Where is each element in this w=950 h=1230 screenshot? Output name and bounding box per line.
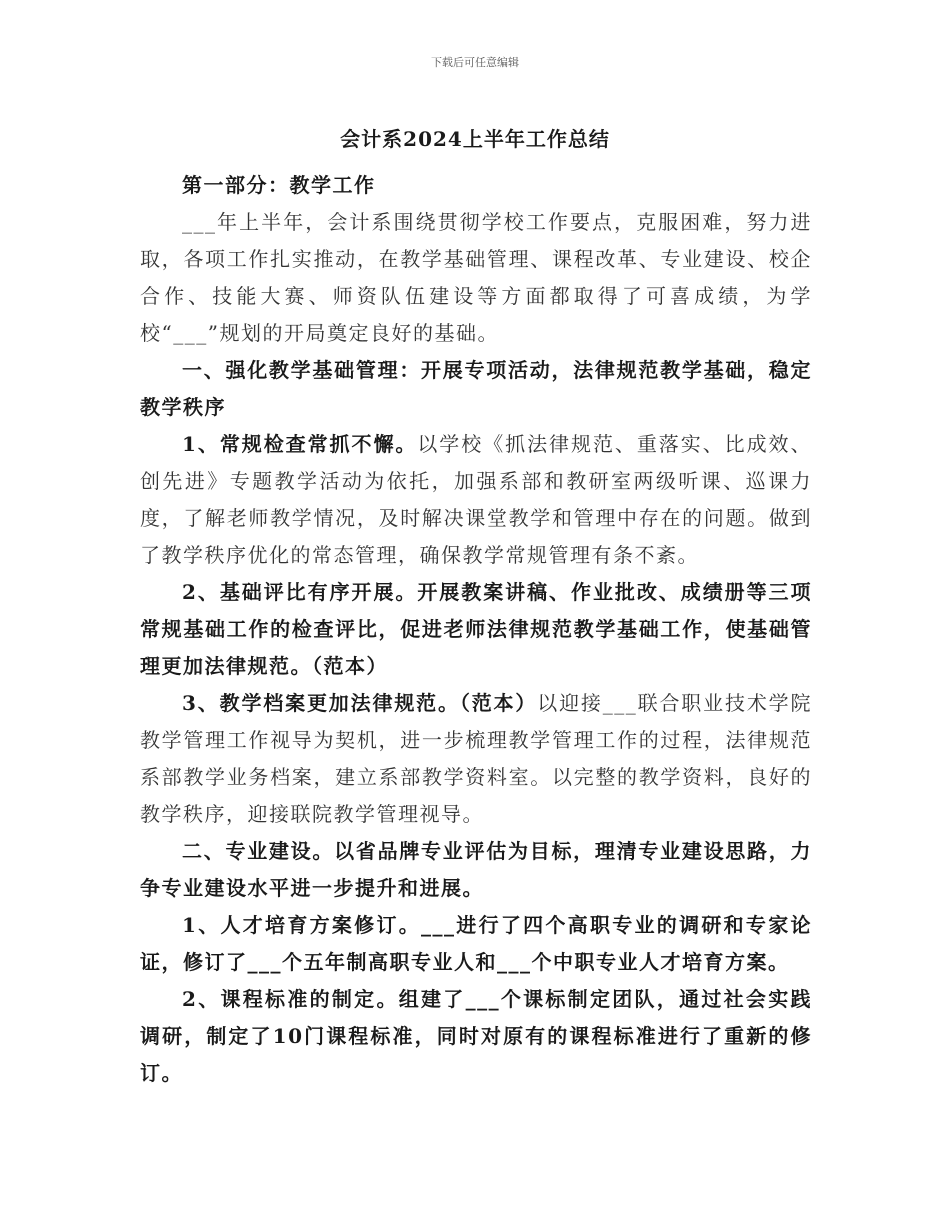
paragraph-text: 2、基础评比有序开展。开展教案讲稿、作业批改、成绩册等三项常规基础工作的检查评比，促进老师法律规范教学基础工作，使基础管理更加法律规范。（范本）	[140, 580, 812, 678]
item-curriculum-standards	[140, 981, 812, 1092]
item-teaching-archives	[140, 685, 812, 833]
paragraph-text: 以学校《抓法律规范、重落实、比成效、创先进》专题教学活动为依托，加强系部和教研室两级听课、巡课力度，了解老师教学情况，及时解决课堂教学和管理中存在的问题。做到了教学秩序优化的常态管理，确保教学常规管理有条不紊。	[140, 432, 812, 567]
paragraph-text: 1、人才培育方案修订。___进行了四个高职专业的调研和专家论证，修订了___个五年制高职专业人和___个中职专业人才培育方案。	[140, 913, 812, 974]
item-basic-evaluation	[140, 574, 812, 685]
paragraph-lead: 1、常规检查常抓不懈。	[182, 432, 418, 456]
paragraph-text: 二、专业建设。以省品牌专业评估为目标，理清专业建设思路，力争专业建设水平进一步提升和进展。	[140, 839, 812, 900]
document-title: 会计系2024上半年工作总结	[340, 127, 610, 151]
paragraph-text: 第一部分：教学工作	[182, 173, 376, 197]
item-routine-inspection	[140, 426, 812, 574]
section-heading-major-construction	[140, 833, 812, 907]
document-body	[140, 167, 812, 1092]
item-training-plan-revision	[140, 907, 812, 981]
section-heading-basic-management	[140, 352, 812, 426]
paragraph-lead: 3、教学档案更加法律规范。（范本）	[182, 691, 538, 715]
header-note: 下载后可任意编辑	[431, 56, 519, 69]
paragraph-text: ___年上半年，会计系围绕贯彻学校工作要点，克服困难，努力进取，各项工作扎实推动，在教学基础管理、课程改革、专业建设、校企合作、技能大赛、师资队伍建设等方面都取得了可喜成绩，为学校“___”规划的开局奠定良好的基础。	[140, 210, 812, 345]
intro-paragraph	[140, 204, 812, 352]
paragraph-text: 以迎接___联合职业技术学院教学管理工作视导为契机，进一步梳理教学管理工作的过程，法律规范系部教学业务档案，建立系部教学资料室。以完整的教学资料，良好的教学秩序，迎接联院教学管理视导。	[140, 691, 812, 826]
section-heading-teaching	[140, 167, 812, 204]
paragraph-text: 2、课程标准的制定。组建了___个课标制定团队，通过社会实践调研，制定了10门课程标准，同时对原有的课程标准进行了重新的修订。	[140, 987, 812, 1085]
paragraph-text: 一、强化教学基础管理：开展专项活动，法律规范教学基础，稳定教学秩序	[140, 358, 812, 419]
